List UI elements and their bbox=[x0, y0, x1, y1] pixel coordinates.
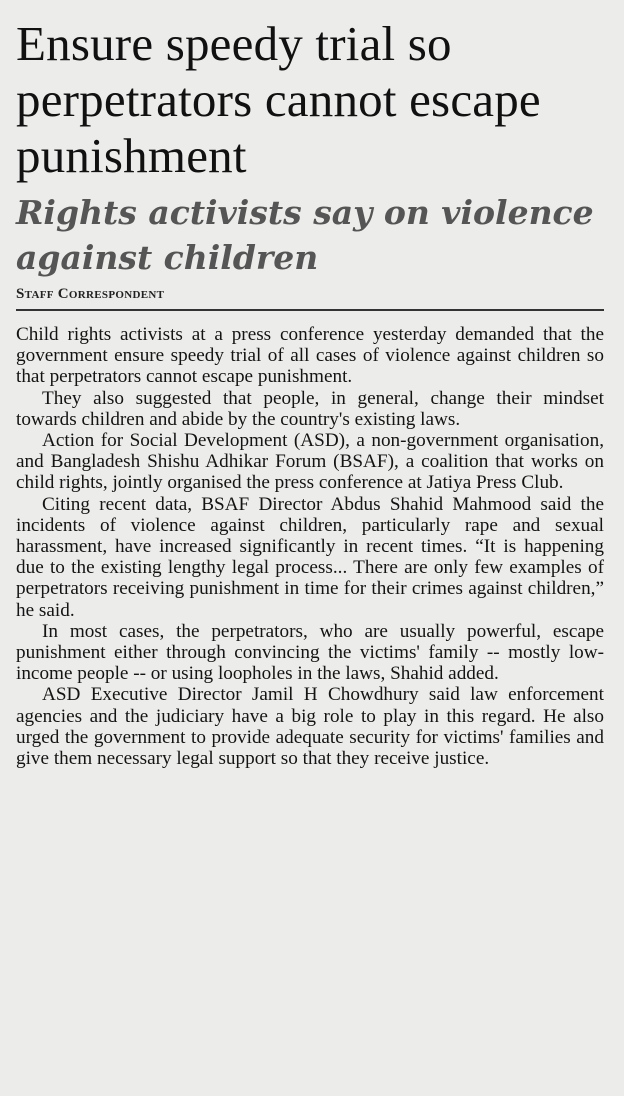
article-paragraph: In most cases, the perpetrators, who are usually powerful, escape punishment either through convincing the victims' family -- mostly low-income people -- or using loopholes in the laws, Shahid added. bbox=[16, 620, 604, 685]
article-paragraph: They also suggested that people, in general, change their mindset towards children and abide by the country's existing laws. bbox=[16, 387, 604, 430]
divider-rule bbox=[16, 309, 604, 311]
byline: Staff Correspondent bbox=[16, 286, 165, 302]
subheadline: Rights activists say on violence against children bbox=[16, 193, 594, 277]
article-body bbox=[16, 324, 604, 769]
article-paragraph: Citing recent data, BSAF Director Abdus Shahid Mahmood said the incidents of violence against children, particularly rape and sexual harassment, have increased significantly in recent times. “It is happening due to the existing lengthy legal process... There are only few examples of perpetrators receiving punishment in time for their crimes against children,” he said. bbox=[16, 493, 604, 621]
article-paragraph: ASD Executive Director Jamil H Chowdhury said law enforcement agencies and the judiciary have a big role to play in this regard. He also urged the government to provide adequate security for victims' families and give them necessary legal support so that they receive justice. bbox=[16, 684, 604, 770]
headline: Ensure speedy trial so perpetrators cannot escape punishment bbox=[16, 16, 541, 183]
article-paragraph: Child rights activists at a press conference yesterday demanded that the government ensure speedy trial of all cases of violence against children so that perpetrators cannot escape punishment. bbox=[16, 324, 604, 388]
article-paragraph: Action for Social Development (ASD), a non-government organisation, and Bangladesh Shishu Adhikar Forum (BSAF), a coalition that works on child rights, jointly organised the press conference at Jatiya Press Club. bbox=[16, 430, 604, 494]
